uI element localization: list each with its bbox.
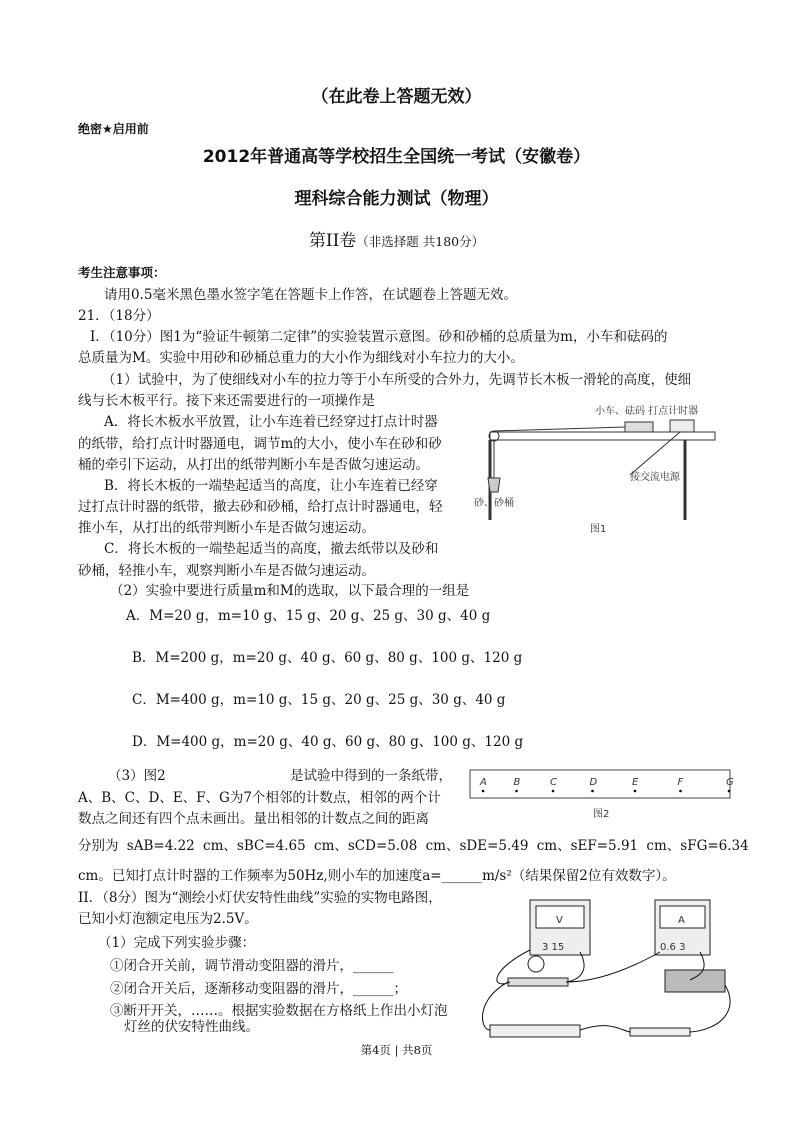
figure-1-caption: 图1 [590,524,607,535]
tape-point-A: A [480,777,487,788]
step-3: ③断开开关，……。根据实验数据在方格纸上作出小灯泡 [110,1003,448,1019]
secret-label: 绝密★启用前 [78,122,149,136]
part2-text: II．（8分）图为“测绘小灯伏安特性曲线”实验的实物电路图， [78,890,442,906]
question-number: 21．（18分） [78,308,160,324]
instructions-heading: 考生注意事项： [78,265,166,280]
part1-text: 总质量为M。实验中用砂和砂桶总重力的大小作为细线对小车拉力的大小。 [78,350,524,366]
tape-point-D: D [589,777,598,788]
instructions-text: 请用0.5毫米黑色墨水签字笔在答题卡上作答，在试题卷上答题无效。 [104,287,517,303]
ammeter-range: 0.6 3 [660,942,686,953]
notice: （在此卷上答题无效） [311,87,482,107]
sub2-text: （2）实验中要进行质量m和M的选取，以下最合理的一组是 [110,583,470,599]
part2-sub1: （1）完成下列实验步骤： [98,935,256,951]
option-a: A．将长木板水平放置，让小车连着已经穿过打点计时器 [104,414,438,430]
tape-point-B: B [513,777,521,788]
option-c: 砂桶，轻推小车，观察判断小车是否做匀速运动。 [78,563,375,579]
option-b: 过打点计时器的纸带，撤去砂和砂桶，给打点计时器通电，轻 [78,499,443,515]
tape-point-G: G [726,777,734,788]
tape-point-F: F [677,777,684,788]
part2-text: 已知小灯泡额定电压为2.5V。 [78,911,258,927]
voltmeter-range: 3 15 [542,942,565,953]
choice-a: A．M=20 g，m=10 g、15 g、20 g、25 g、30 g、40 g [126,608,491,624]
label-power: 接交流电源 [630,472,680,483]
figure-2-caption: 图2 [593,809,610,820]
choice-c: C．M=400 g，m=10 g、15 g、20 g、25 g、30 g、40 g [132,692,506,708]
tape-dot [679,790,682,793]
choice-d: D．M=400 g，m=20 g、40 g、60 g、80 g、100 g、120 g [132,734,524,750]
volume-note: （非选择题 共180分） [356,234,485,249]
tape-dot [591,790,594,793]
figure-1 [470,400,730,545]
part1-text: I．（10分）图1为“验证牛顿第二定律”的实验装置示意图。砂和砂桶的总质量为m，小车和砝码的 [90,329,668,345]
tape-point-E: E [632,777,639,788]
tape-dot [515,790,518,793]
volume: 第II卷 [308,231,357,251]
circuit-figure [470,890,740,1050]
step-3: 灯丝的伏安特性曲线。 [124,1019,259,1035]
option-b: B．将长木板的一端垫起适当的高度，让小车连着已经穿 [104,478,438,494]
option-a: 的纸带，给打点计时器通电，调节m的大小，使小车在砂和砂 [78,436,442,452]
volume-title [0,232,793,251]
label-bucket: 砂、砂桶 [474,498,514,509]
option-a: 桶的牵引下运动，从打出的纸带判断小车是否做匀速运动。 [78,457,429,473]
tape-dot [634,790,637,793]
option-c: C．将长木板的一端垫起适当的高度，撤去纸带以及砂和 [104,541,439,557]
sub3-text: A、B、C、D、E、F、G为7个相邻的计数点，相邻的两个计 [78,790,441,806]
voltmeter-label: V [556,915,563,926]
sub3-text: （3）图2 [108,768,166,784]
figure-2 [465,765,735,825]
label-cart-timer: 小车、砝码 打点计时器 [595,406,699,417]
acceleration-question: cm。已知打点计时器的工作频率为50Hz,则小车的加速度a=______m/s²（结果保留2位有效数字）。 [78,868,676,884]
exam-title: 2012年普通高等学校招生全国统一考试（安徽卷） [202,147,591,167]
sub3-text: 是试验中得到的一条纸带， [290,768,452,784]
tape-dot [552,790,555,793]
tape-dot [728,790,731,793]
tape-dot [482,790,485,793]
tape-point-C: C [550,777,557,788]
sub1-text: （1）试验中，为了使细线对小车的拉力等于小车所受的合外力，先调节长木板一滑轮的高度，使细 [102,372,692,388]
distances: 分别为 sAB=4.22 cm、sBC=4.65 cm、sCD=5.08 cm、sDE=5.49 cm、sEF=5.91 cm、sFG=6.34 [78,838,749,854]
step-1: ①闭合开关前，调节滑动变阻器的滑片，______ [110,958,394,974]
choice-b: B．M=200 g，m=20 g、40 g、60 g、80 g、100 g、120 g [132,650,523,666]
sub3-text: 数点之间还有四个点未画出。量出相邻的计数点之间的距离 [78,811,429,827]
step-2: ②闭合开关后，逐渐移动变阻器的滑片，______； [110,981,407,997]
option-b: 推小车，从打出的纸带判断小车是否做匀速运动。 [78,520,375,536]
subject-title: 理科综合能力测试（物理） [294,189,499,209]
ammeter-label: A [678,915,685,926]
sub1-text: 线与长木板平行。接下来还需要进行的一项操作是 [78,393,375,409]
page-footer: 第4页 | 共8页 [360,1043,433,1057]
